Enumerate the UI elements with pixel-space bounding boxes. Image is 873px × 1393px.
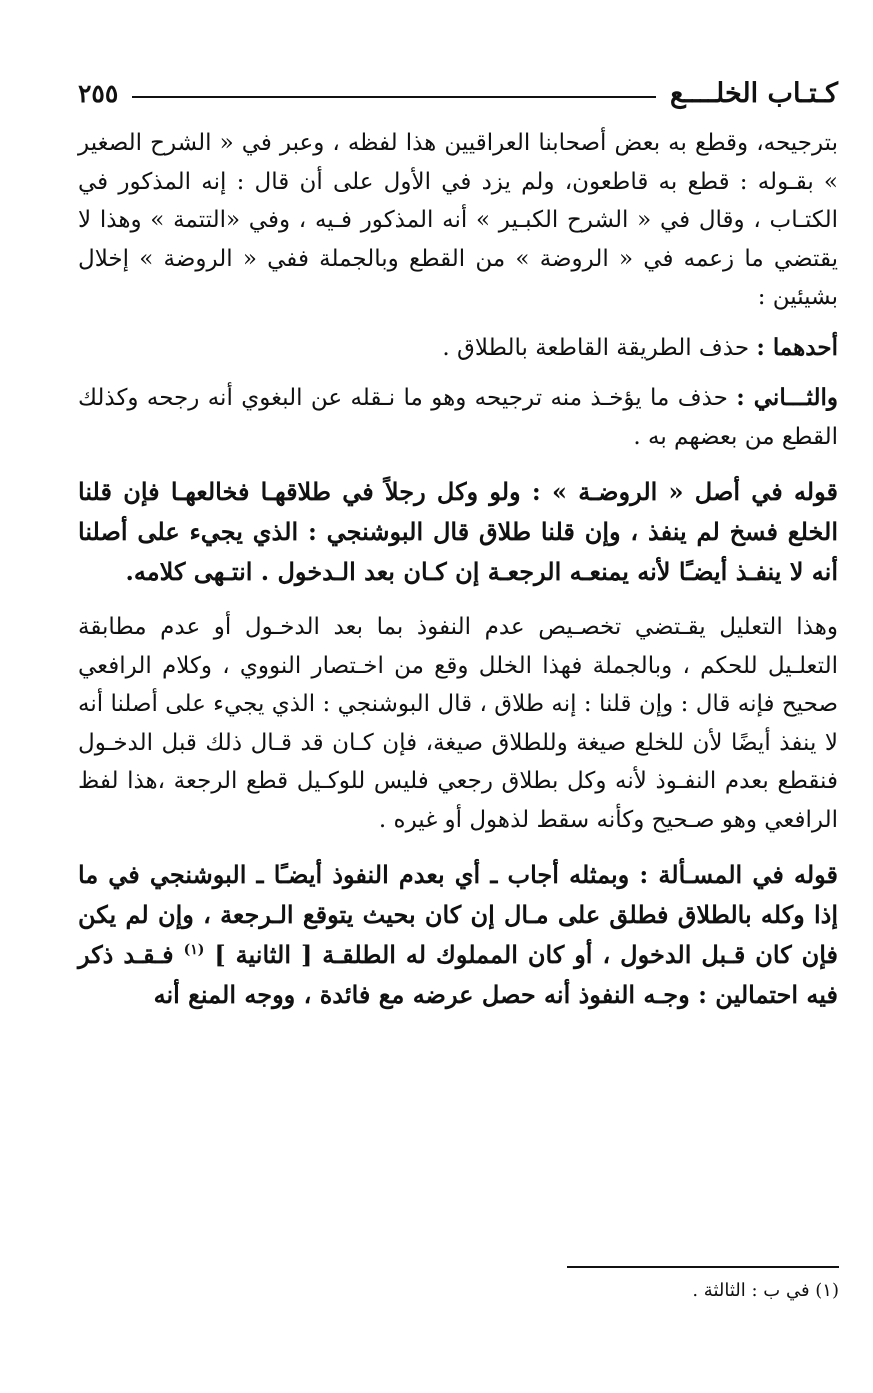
paragraph-1: بترجيحه، وقطع به بعض أصحابنا العراقيين هذا لفظه ، وعبر في « الشرح الصغير » بقـوله : قطع به قاطعون، ولم يزد في الأول على أن قال : إنه المذكور في الكتـاب ، وقال في « الشرح الكبـير » أنه المذكور فـيه ، وفي «التتمة » وهذا لا يقتضي ما زعمه في « الروضة » من القطع وبالجملة ففي « الروضة » إخلال بشيئين : (78, 130, 838, 310)
document-page (78, 70, 838, 1015)
book-title: كـتـاب الخلــــع (670, 77, 838, 109)
quoted-passage-2-start: قوله في المسـألة : وبمثله أجاب ـ أي بعدم النفوذ أيضـًا ـ البوشنجي في ما إذا وكله بالطلاق فطلق على مـال إن كان بحيث يتوقع الـرجعة ، وإن لم يكن فإن كان قـبل الدخول ، أو كان المملوك له الطلقـة [ الثانية ] (78, 860, 839, 969)
header-rule (132, 96, 656, 98)
running-header (78, 70, 838, 116)
first-point-text: حذف الطريقة القاطعة بالطلاق . (442, 334, 757, 361)
footnote: (١) في ب : الثالثة . (692, 1280, 839, 1301)
quoted-passage-2 (78, 855, 838, 1015)
quoted-passage-2-end: فـقـد ذكر فيه احتمالين : وجـه النفوذ أنه حصل عرضه مع فائدة ، ووجه المنع أنه (78, 940, 838, 1009)
footnote-reference: (١) (183, 942, 205, 958)
paragraph-first-point (78, 329, 838, 368)
page-number: ٢٥٥ (78, 78, 119, 108)
footnote-rule (567, 1266, 839, 1268)
second-point-label: والثـــاني : (736, 384, 838, 411)
commentary-paragraph: وهذا التعليل يقـتضي تخصـيص عدم النفوذ بما بعد الدخـول أو عدم مطابقة التعلـيل للحكم ، وبالجملة فهذا الخلل وقع من اخـتصار النووي ، وكلام الرافعي صحيح فإنه قال : وإن قلنا : إنه طلاق ، قال البوشنجي : الذي يجيء على أصلنا أنه لا ينفذ أيضًا لأن للخلع صيغة وللطلاق صيغة، فإن كـان قد قـال ذلك قبل الدخـول فنقطع بعدم النفـوذ لأنه وكل بطلاق رجعي فليس للوكـيل قطع الرجعة ،هذا لفظ الرافعي وهو صـحيح وكأنه سقط لذهول أو غيره . (78, 614, 838, 833)
second-point-text: حذف ما يؤخـذ منه ترجيحه وهو ما نـقله عن البغوي أنه رجحه وكذلك القطع من بعضهم به . (78, 385, 838, 450)
quoted-passage-1: قوله في أصل « الروضـة » : ولو وكل رجلاً في طلاقهـا فخالعهـا فإن قلنا الخلع فسخ لم ينفذ ، وإن قلنا طلاق قال البوشنجي : الذي يجيء على أصلنا أنه لا ينفـذ أيضـًا لأنه يمنعـه الرجعـة إن كـان بعد الـدخول . انتـهى كلامه. (78, 477, 838, 586)
paragraph-second-point (78, 379, 838, 456)
first-point-label: أحدهما : (756, 333, 838, 361)
